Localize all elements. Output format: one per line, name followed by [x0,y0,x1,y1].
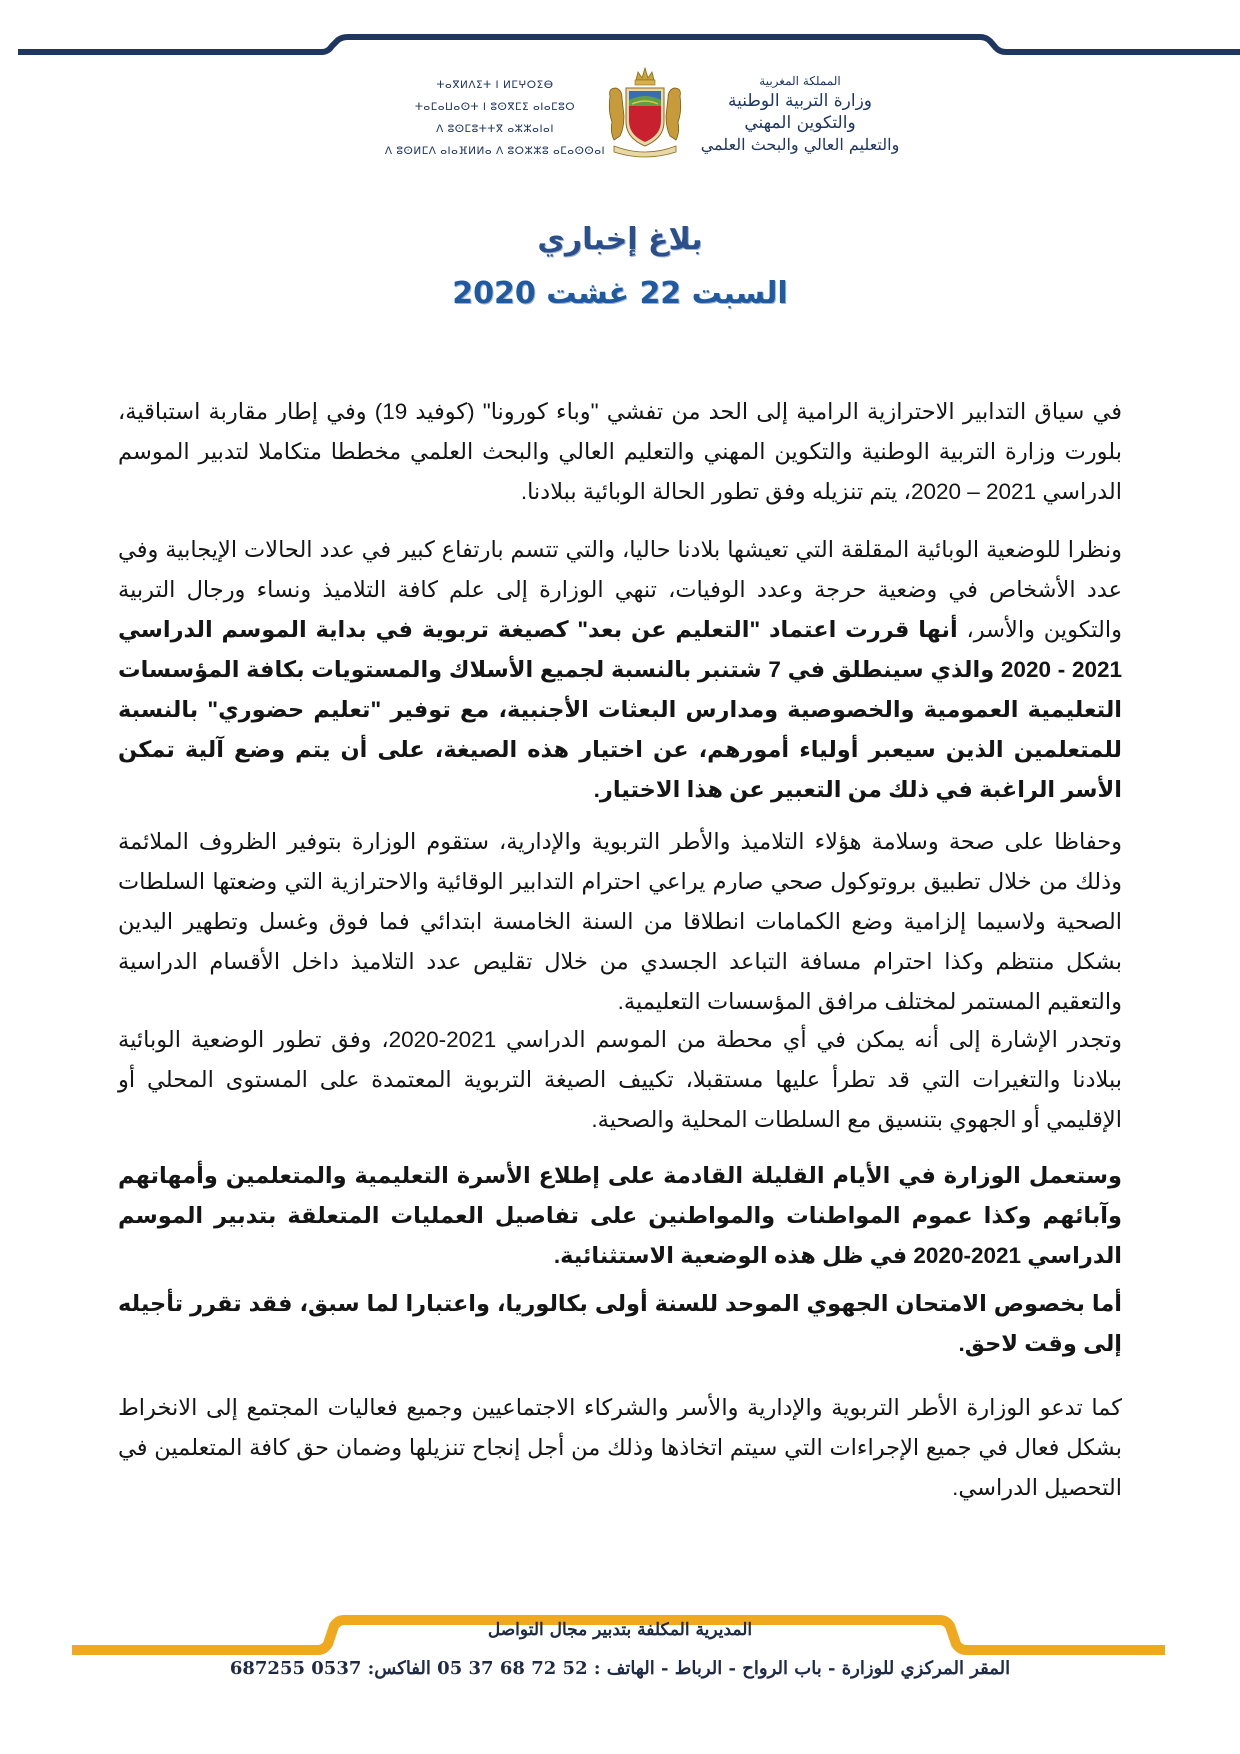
paragraph-call-to-action [118,1388,1122,1508]
tifinagh-line: ⵜⴰⴳⵍⴷⵉⵜ ⵏ ⵍⵎⵖⵔⵉⴱ [436,79,554,91]
paragraph-exam-postponement [118,1284,1122,1364]
paragraph-text: وستعمل الوزارة في الأيام القليلة القادمة على إطلاع الأسرة التعليمية والمتعلمين وأمهاتهم وآبائهم وكذا عموم المواطنات والمواطنين على تفاصيل العمليات المتعلقة بتدبير الموسم الدراسي 2021-2020 في ظل هذه الوضعية الاستثنائية. [118,1163,1122,1268]
footer-department: المديرية المكلفة بتدبير مجال التواصل [487,1620,753,1640]
ministry-line: وزارة التربية الوطنية [727,91,873,111]
tifinagh-line: ⴷ ⵓⵙⵎⵓⵜⵜⴳ ⴰⵣⵣⴰⵏⴰⵏ [436,123,554,135]
paragraph-bold-text: أنها قررت اعتماد "التعليم عن بعد" كصيغة تربوية في بداية الموسم الدراسي 2021 - 2020 والذي سينطلق في 7 شتنبر بالنسبة لجميع الأسلاك والمستويات بكافة المؤسسات التعليمية العمومية والخصوصية ومدارس البعثات الأجنبية، مع توفير "تعليم حضوري" بالنسبة للمتعلمين الذين سيعبر أولياء أمورهم، عن اختيار هذه الصيغة، على أن يتم وضع آلية تمكن الأسر الراغبة في ذلك من التعبير عن هذا الاختيار. [118,617,1122,802]
paragraph-regular-text: ونظرا للوضعية الوبائية المقلقة التي تعيشها بلادنا حاليا، والتي تتسم بارتفاع كبير في عدد الحالات الإيجابية وفي عدد الأشخاص في وضعية حرجة وعدد الوفيات، تنهي الوزارة إلى علم كافة التلاميذ ونساء ورجال التربية والتكوين والأسر، [118,537,1122,642]
coat-of-arms-icon [604,66,686,162]
ministry-name-tifinagh [380,74,610,162]
paragraph-text [118,530,1122,810]
document-date: السبت 22 غشت 2020 [452,276,788,311]
paragraph-adaptation [118,1020,1122,1140]
paragraph-text: وتجدر الإشارة إلى أنه يمكن في أي محطة من الموسم الدراسي 2021-2020، وفق تطور الوضعية الوبائية ببلادنا والتغيرات التي قد تطرأ عليها مستقبلا، تكييف الصيغة التربوية المعتمدة على المستوى المحلي أو الإقليمي أو الجهوي بتنسيق مع السلطات المحلية والصحية. [118,1027,1122,1132]
paragraph-text: في سياق التدابير الاحترازية الرامية إلى الحد من تفشي "وباء كورونا" (كوفيد 19) وفي إطار مقاربة استباقية، بلورت وزارة التربية الوطنية والتكوين المهني والتعليم العالي والبحث العلمي مخططا متكاملا لتدبير الموسم الدراسي 2021 – 2020، يتم تنزيله وفق تطور الحالة الوبائية ببلادنا. [118,399,1122,504]
ministry-line: والتعليم العالي والبحث العلمي [700,135,900,154]
paragraph-decision [118,530,1122,810]
tifinagh-line: ⴷ ⵓⵙⵍⵎⴷ ⴰⵏⴰⴼⵍⵍⴰ ⴷ ⵓⵔⵣⵣⵓ ⴰⵎⴰⵙⵙⴰⵏ [384,145,606,157]
footer-address: المقر المركزي للوزارة - باب الرواح - الرباط - الهاتف : 52 72 68 37 05 الفاكس: 0537 687255 [229,1658,1011,1679]
paragraph-text: وحفاظا على صحة وسلامة هؤلاء التلاميذ والأطر التربوية والإدارية، ستقوم الوزارة بتوفير الظروف الملائمة وذلك من خلال تطبيق بروتوكول صحي صارم يراعي احترام التدابير الوقائية والاحترازية التي وضعتها السلطات الصحية ولاسيما إلزامية وضع الكمامات انطلاقا من السنة الخامسة ابتدائي فما فوق وغسل وتطهير اليدين بشكل منتظم وكذا احترام مسافة التباعد الجسدي من خلال تقليص عدد التلاميذ داخل الأقسام الدراسية والتعقيم المستمر لمختلف مرافق المؤسسات التعليمية. [118,829,1122,1014]
ministry-line: والتكوين المهني [744,113,856,133]
paragraph-text: أما بخصوص الامتحان الجهوي الموحد للسنة أولى بكالوريا، واعتبارا لما سبق، فقد تقرر تأجيله إلى وقت لاحق. [118,1291,1122,1356]
paragraph-text: كما تدعو الوزارة الأطر التربوية والإدارية والأسر والشركاء الاجتماعيين وجميع فعاليات المجتمع إلى الانخراط بشكل فعال في جميع الإجراءات التي سيتم اتخاذها وذلك من أجل إنجاح تنزيلها وضمان حق كافة المتعلمين في التحصيل الدراسي. [118,1395,1122,1500]
paragraph-health-protocol [118,822,1122,1022]
kingdom-name: المملكة المغربية [759,74,841,88]
document-title: بلاغ إخباري [537,222,703,257]
tifinagh-line: ⵜⴰⵎⴰⵡⴰⵙⵜ ⵏ ⵓⵙⴳⵎⵉ ⴰⵏⴰⵎⵓⵔ [414,101,576,113]
paragraph-information [118,1156,1122,1276]
paragraph-intro [118,392,1122,512]
ministry-name-arabic [680,72,920,156]
